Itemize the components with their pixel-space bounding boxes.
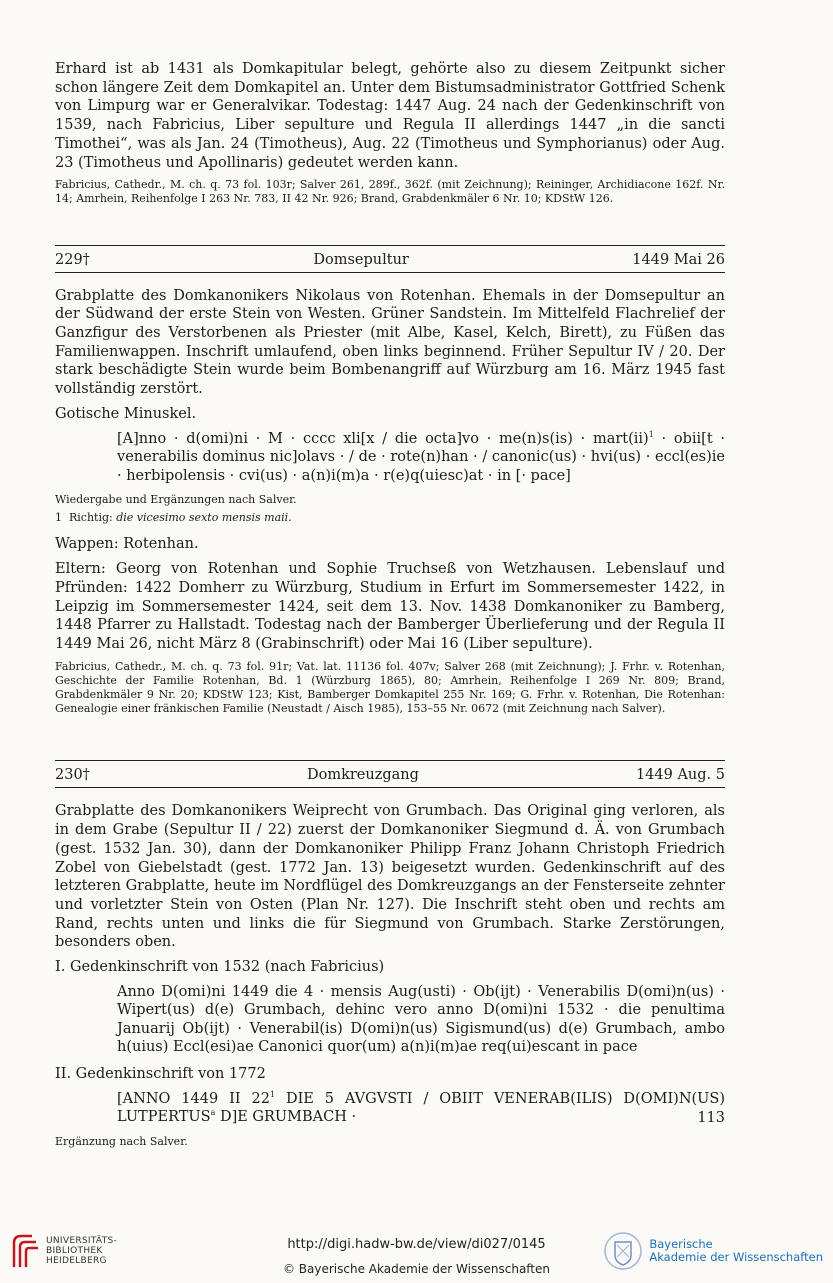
entry-number: 230† <box>55 767 90 784</box>
permalink[interactable]: http://digi.hadw-bw.de/view/di027/0145 <box>287 1237 546 1252</box>
entry-references: Fabricius, Cathedr., M. ch. q. 73 fol. 91r; Vat. lat. 11136 fol. 407v; Salver 268 (mit Zeichnung); J. Frhr. v. Rotenhan, Geschichte der Familie Rotenhan, Bd. 1 (Würzburg 1865), 80; Amrhein, Reihenfolge I 269 Nr. 809; Brand, Grabdenkmäler 9 Nr. 20; KDStW 123; Kist, Bamberger Domkapitel 255 Nr. 169; G. Frhr. v. Rotenhan, Die Rotenhan: Genealogie einer fränkischen Familie (Neustadt / Aisch 1985), 153–55 Nr. 0672 (mit Zeichnung nach Salver). <box>55 659 725 716</box>
entry-description: Grabplatte des Domkanonikers Weiprecht von Grumbach. Das Original ging verloren, als in dem Grabe (Sepultur II / 22) zuerst der Domkanoniker Siegmund d. Ä. von Grumbach (gest. 1532 Jan. 30), dann der Domkanoniker Philipp Franz Johann Christoph Friedrich Zobel von Giebelstadt (gest. 1772 Jan. 13) beigesetzt wurden. Gedenkinschrift auf des letzteren Grabplatte, heute im Nordflügel des Domkreuzgangs an der Fensterseite zehnter und vorletzter Stein von Osten (Plan Nr. 127). Die Inschrift steht oben und rechts am Rand, rechts unten und links die für Siegmund von Grumbach. Starke Zerstörungen, besonders oben. <box>55 803 725 951</box>
entry-description: Grabplatte des Domkanonikers Nikolaus von Rotenhan. Ehemals in der Domsepultur an der Südwand der erste Stein von Westen. Grüner Sandstein. Im Mittelfeld Flachrelief der Ganzfigur des Verstorbenen als Priester (mit Albe, Kasel, Kelch, Birett), zu Füßen das Familienwappen. Inschrift umlaufend, oben links beginnend. Früher Sepultur IV / 20. Der stark beschädigte Stein wurde beim Bombenangriff auf Würzburg am 16. März 1945 fast vollständig zerstört. <box>55 287 725 398</box>
divider <box>55 787 725 788</box>
academy-name <box>649 1238 823 1264</box>
library-name-line: HEIDELBERG <box>46 1256 107 1266</box>
edition-note: Ergänzung nach Salver. <box>55 1134 188 1148</box>
library-name-line: BIBLIOTHEK <box>46 1246 103 1256</box>
entry-230 <box>55 760 725 1148</box>
academy-logo[interactable] <box>601 1231 823 1271</box>
entry-location: Domkreuzgang <box>306 767 419 784</box>
inscription-text <box>117 430 725 486</box>
academy-name-line: Akademie der Wissenschaften <box>649 1250 823 1264</box>
section-2-title: II. Gedenkinschrift von 1772 <box>55 1065 266 1082</box>
footnote-marker: 1 <box>648 429 654 439</box>
footer <box>0 1225 833 1283</box>
entry-header <box>55 246 725 272</box>
intro-references: Fabricius, Cathedr., M. ch. q. 73 fol. 103r; Salver 261, 289f., 362f. (mit Zeichnung); Reininger, Archidiacone 162f. Nr. 14; Amrhein, Reihenfolge I 263 Nr. 783, II 42 Nr. 926; Brand, Grabdenkmäler 6 Nr. 10; KDStW 126. <box>55 178 725 206</box>
edition-note: Wiedergabe und Ergänzungen nach Salver. <box>55 493 297 507</box>
section-1-inscription: Anno D(omi)ni 1449 die 4 · mensis Aug(usti) · Ob(ijt) · Venerabilis D(omi)n(us) · Wipert(us) d(e) Grumbach, dehinc vero anno D(omi)ni 1532 · die penultima Januarij Ob(ijt) · Venerabil(is) D(omi)n(us) Sigismund(us) d(e) Grumbach, ambo h(uius) Eccl(esi)ae Canonici quor(um) a(n)i(m)ae req(ui)escant in pace <box>117 983 725 1056</box>
footnote-lead: Richtig: <box>69 511 113 525</box>
academy-crest-icon <box>601 1231 645 1271</box>
copyright: © Bayerische Akademie der Wissenschaften <box>282 1262 551 1276</box>
library-name-line: UNIVERSITÄTS- <box>46 1236 118 1246</box>
inscription-part-b: DIE 5 AVGVSTI / OBIIT VENERAB(ILIS) D(OMI)N(US) LUTPERTUS <box>117 1090 725 1126</box>
page-number: 113 <box>697 1110 725 1126</box>
inscription-part-b: · obii[t · venerabilis dominus nic]olavs · / de · rote(n)han · / canonic(us) · hvi(us) · eccl(es)ie · herbipolensis · cvi(us) · a(n)i(m)a · r(e)q(uiesc)at · in [· pace] <box>117 430 725 484</box>
inscription-part-c: D]E GRUMBACH · <box>215 1109 357 1126</box>
footnote-marker: 1 <box>269 1089 276 1099</box>
footnote-marker: a <box>210 1108 216 1118</box>
script-type: Gotische Minuskel. <box>55 405 197 422</box>
entry-229 <box>55 245 725 717</box>
academy-name-line: Bayerische <box>649 1237 713 1251</box>
intro-paragraph: Erhard ist ab 1431 als Domkapitular belegt, gehörte also zu diesem Zeitpunkt sicher schon längere Zeit dem Domkapitel an. Unter dem Bistumsadministrator Gottfried Schenk von Limpurg war er Generalvikar. Todestag: 1447 Aug. 24 nach der Gedenkinschrift von 1539, nach Fabricius, Liber sepulture und Regula II allerdings 1447 „in die sancti Timothei“, was als Jan. 24 (Timotheus), Aug. 22 (Timotheus und Symphorianus) oder Aug. 23 (Timotheus und Apollinaris) gedeutet werden kann. <box>55 61 725 171</box>
inscription-part-a: [ANNO 1449 II 22 <box>117 1090 270 1107</box>
entry-header <box>55 761 725 787</box>
divider <box>55 272 725 273</box>
footnote-text: die vicesimo sexto mensis maii. <box>116 511 292 525</box>
entry-date: 1449 Mai 26 <box>632 251 725 268</box>
footnote <box>55 511 725 525</box>
footnote-number: 1 <box>55 511 62 525</box>
arms: Wappen: Rotenhan. <box>55 536 199 553</box>
parents-biography: Eltern: Georg von Rotenhan und Sophie Truchseß von Wetzhausen. Lebenslauf und Pfründen: 1422 Domherr zu Würzburg, Studium in Erfurt im Sommersemester 1422, in Leipzig im Sommersemester 1424, seit dem 13. Nov. 1438 Domkanoniker zu Bamberg, 1448 Pfarrer zu Hallstadt. Todestag nach der Bamberger Überlieferung und der Regula II 1449 Mai 26, nicht März 8 (Grabinschrift) oder Mai 16 (Liber sepulture). <box>55 561 725 652</box>
section-1-title: I. Gedenkinschrift von 1532 (nach Fabricius) <box>55 959 385 976</box>
entry-number: 229† <box>55 251 90 268</box>
entry-date: 1449 Aug. 5 <box>635 767 725 784</box>
inscription-part-a: [A]nno · d(omi)ni · M · cccc xli[x / die octa]vo · me(n)s(is) · mart(ii) <box>117 430 649 447</box>
page-body <box>55 60 725 1153</box>
entry-location: Domsepultur <box>313 251 409 268</box>
section-2-inscription <box>117 1090 725 1127</box>
